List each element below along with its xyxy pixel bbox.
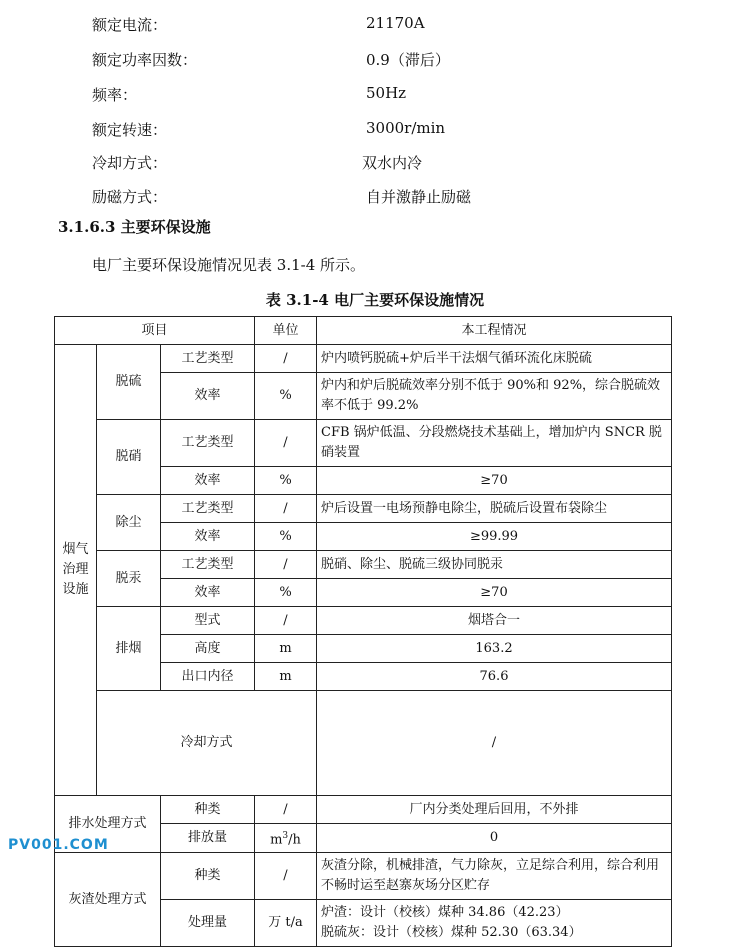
table-row <box>55 607 672 635</box>
table-row <box>55 495 672 523</box>
value-cell-multiline <box>317 900 672 947</box>
value-cell: ≥70 <box>317 579 672 607</box>
value-cell: 炉内和炉后脱硫效率分别不低于 90%和 92%，综合脱硫效率不低于 99.2% <box>317 373 672 420</box>
group-label-line: 烟气 <box>62 542 89 557</box>
unit-cell: m <box>255 635 317 663</box>
unit-cell: / <box>317 691 672 796</box>
unit-cell: 万 t/a <box>255 900 317 947</box>
spec-label-power-factor: 额定功率因数： <box>92 51 198 69</box>
sub-efficiency: 效率 <box>161 467 255 495</box>
group-flue-gas <box>55 345 97 796</box>
sub-efficiency: 效率 <box>161 523 255 551</box>
value-cell: 炉内喷钙脱硫+炉后半干法烟气循环流化床脱硫 <box>317 345 672 373</box>
value-cell: 灰渣分除，机械排渣，气力除灰，立足综合利用，综合利用不畅时运至赵寨灰场分区贮存 <box>317 853 672 900</box>
category-denitrification: 脱硝 <box>97 420 161 495</box>
sub-type: 型式 <box>161 607 255 635</box>
sub-process-type: 工艺类型 <box>161 345 255 373</box>
unit-cell: / <box>255 853 317 900</box>
unit-cell-m3h <box>255 824 317 853</box>
value-cell: 烟塔合一 <box>317 607 672 635</box>
header-detail: 本工程情况 <box>317 317 672 345</box>
sub-process-type: 工艺类型 <box>161 420 255 467</box>
spec-value-speed: 3000r/min <box>366 119 446 137</box>
value-cell: 0 <box>317 824 672 853</box>
unit-cell: / <box>255 345 317 373</box>
watermark: PV001.COM <box>8 837 109 853</box>
unit-cell: m <box>255 663 317 691</box>
value-cell: 炉后设置一电场预静电除尘，脱硫后设置布袋除尘 <box>317 495 672 523</box>
table-header-row <box>55 317 672 345</box>
sub-kind: 种类 <box>161 853 255 900</box>
table-caption: 表 3.1-4 电厂主要环保设施情况 <box>265 291 485 309</box>
category-drainage: 排水处理方式 <box>55 796 161 853</box>
header-item: 项目 <box>55 317 255 345</box>
table-row <box>55 420 672 467</box>
unit-superscript: 3 <box>282 831 289 841</box>
category-mercury-removal: 脱汞 <box>97 551 161 607</box>
value-cell: 76.6 <box>317 663 672 691</box>
category-dust-removal: 除尘 <box>97 495 161 551</box>
unit-cell: / <box>255 551 317 579</box>
section-heading: 3.1.6.3 主要环保设施 <box>58 218 211 236</box>
spec-value-excitation: 自并激静止励磁 <box>366 188 472 206</box>
category-cooling: 冷却方式 <box>97 691 317 796</box>
table-row <box>55 796 672 824</box>
spec-label-excitation: 励磁方式： <box>92 188 168 206</box>
sub-kind: 种类 <box>161 796 255 824</box>
spec-value-cooling: 双水内冷 <box>362 154 423 172</box>
group-label-line: 治理 <box>62 562 89 577</box>
sub-efficiency: 效率 <box>161 579 255 607</box>
category-exhaust: 排烟 <box>97 607 161 691</box>
category-desulfurization: 脱硫 <box>97 345 161 420</box>
unit-m: m <box>270 832 283 848</box>
table-row <box>55 853 672 900</box>
group-label <box>59 540 92 600</box>
table-row <box>55 551 672 579</box>
unit-cell: % <box>255 373 317 420</box>
spec-value-current: 21170A <box>366 14 425 32</box>
group-label-line: 设施 <box>62 582 89 597</box>
sub-process-type: 工艺类型 <box>161 495 255 523</box>
unit-per-hour: /h <box>288 832 301 848</box>
category-ash: 灰渣处理方式 <box>55 853 161 947</box>
sub-efficiency: 效率 <box>161 373 255 420</box>
value-cell: 脱硝、除尘、脱硫三级协同脱汞 <box>317 551 672 579</box>
table-row <box>55 345 672 373</box>
spec-value-power-factor: 0.9（滞后） <box>366 51 450 69</box>
spec-label-current: 额定电流： <box>92 16 168 34</box>
value-cell: ≥99.99 <box>317 523 672 551</box>
unit-cell: / <box>255 796 317 824</box>
unit-cell: / <box>255 607 317 635</box>
sub-discharge: 排放量 <box>161 824 255 853</box>
header-unit: 单位 <box>255 317 317 345</box>
spec-label-speed: 额定转速： <box>92 121 168 139</box>
spec-label-cooling: 冷却方式： <box>92 154 168 172</box>
unit-cell: / <box>255 495 317 523</box>
unit-cell: % <box>255 467 317 495</box>
unit-cell: / <box>255 420 317 467</box>
value-cell: CFB 锅炉低温、分段燃烧技术基础上，增加炉内 SNCR 脱硝装置 <box>317 420 672 467</box>
ash-fly-line: 脱硫灰：设计（校核）煤种 52.30（63.34） <box>321 925 582 941</box>
sub-capacity: 处理量 <box>161 900 255 947</box>
sub-process-type: 工艺类型 <box>161 551 255 579</box>
spec-value-frequency: 50Hz <box>366 84 407 102</box>
sub-outlet-diameter: 出口内径 <box>161 663 255 691</box>
ash-slag-line: 炉渣：设计（校核）煤种 34.86（42.23） <box>321 905 569 921</box>
value-cell: ≥70 <box>317 467 672 495</box>
intro-paragraph: 电厂主要环保设施情况见表 3.1-4 所示。 <box>92 256 366 274</box>
unit-cell: % <box>255 579 317 607</box>
spec-label-frequency: 频率： <box>92 86 138 104</box>
unit-cell: % <box>255 523 317 551</box>
value-cell: 163.2 <box>317 635 672 663</box>
table-row <box>55 691 672 796</box>
sub-height: 高度 <box>161 635 255 663</box>
value-cell: 厂内分类处理后回用，不外排 <box>317 796 672 824</box>
environmental-facilities-table <box>54 316 672 947</box>
